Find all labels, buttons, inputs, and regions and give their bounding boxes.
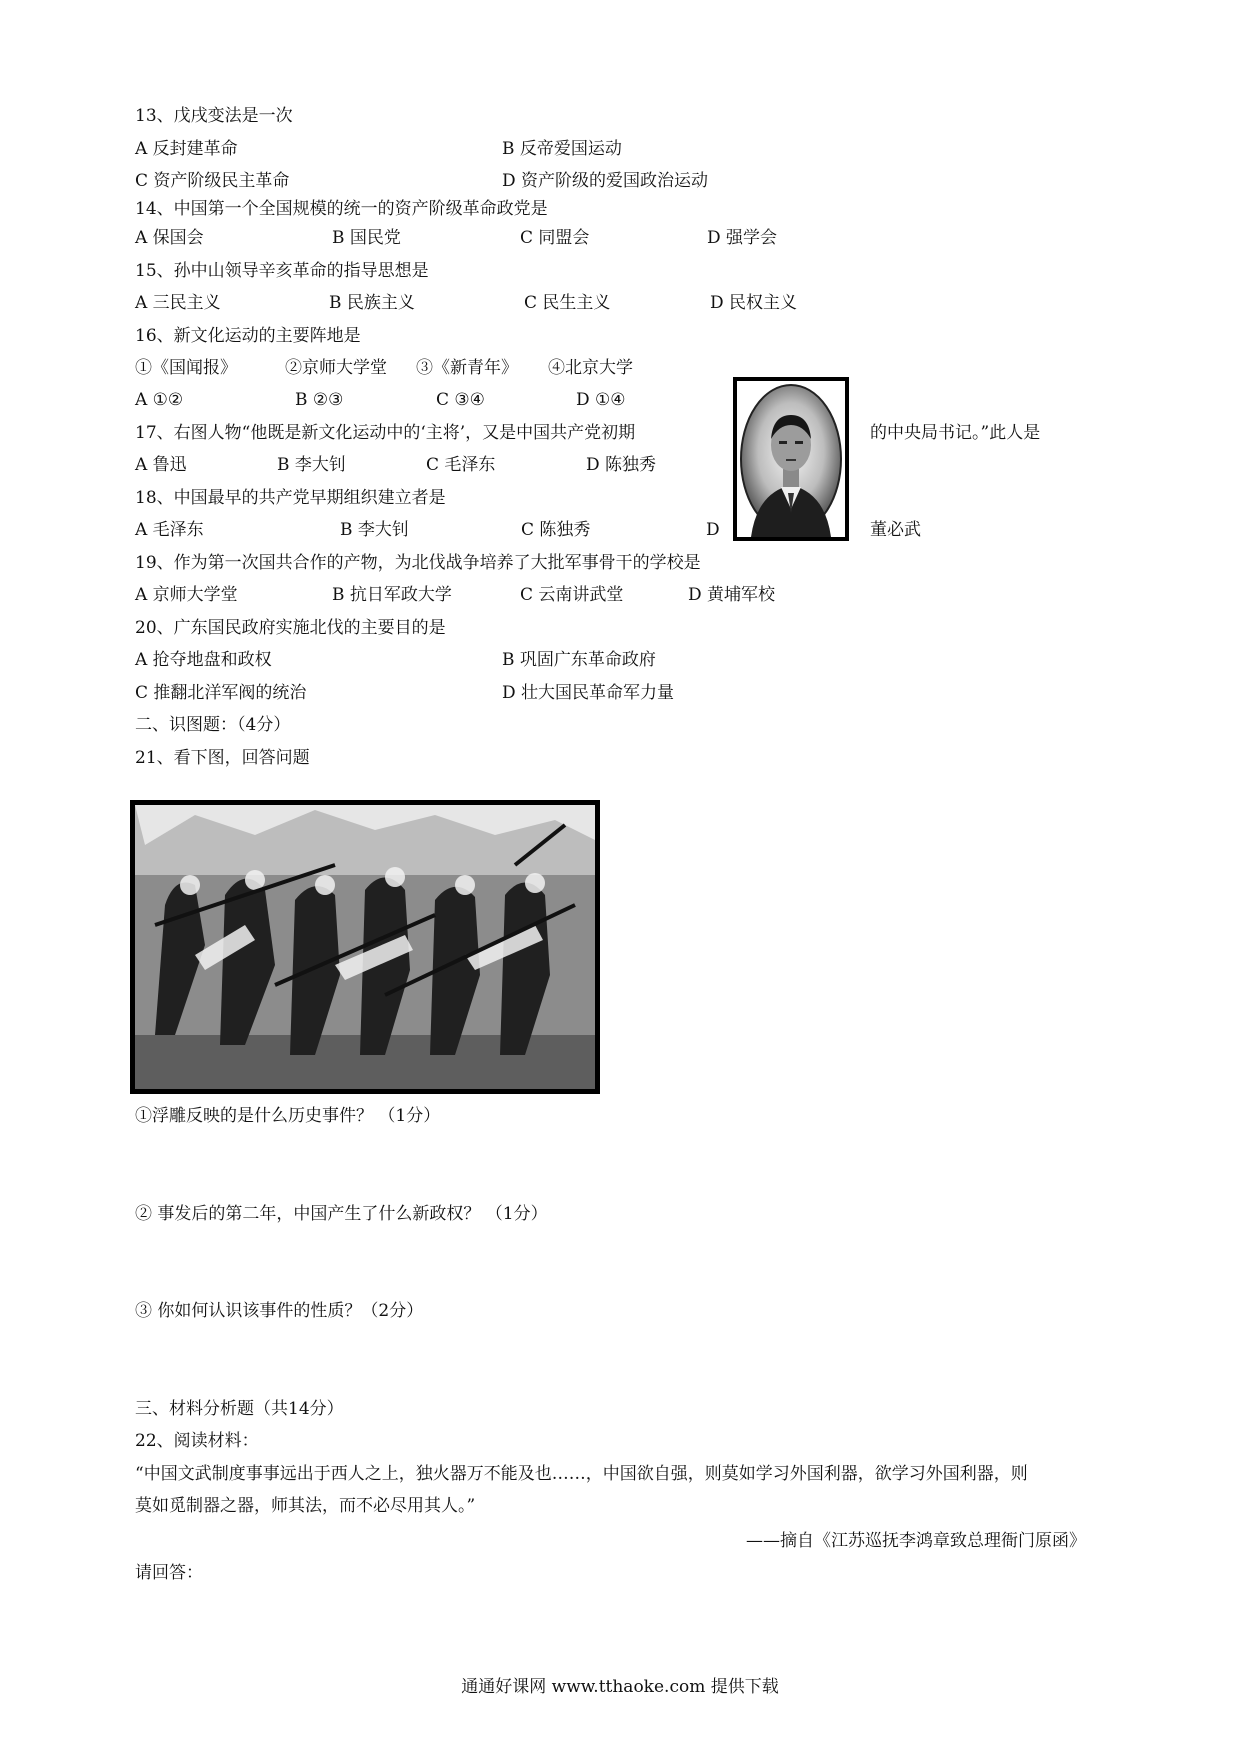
q17-stem-tail: 的中央局书记。”此人是	[870, 423, 1041, 443]
relief-image	[135, 805, 595, 1089]
q14-option-c: C 同盟会	[520, 228, 590, 248]
q18-option-a: A 毛泽东	[135, 520, 204, 540]
q14-option-a: A 保国会	[135, 228, 204, 248]
q19-stem: 19、作为第一次国共合作的产物，为北伐战争培养了大批军事骨干的学校是	[135, 553, 701, 573]
q22-source: ——摘自《江苏巡抚李鸿章致总理衙门原函》	[746, 1531, 1086, 1551]
q16-item-1: ①《国闻报》	[135, 358, 237, 378]
q15-stem: 15、孙中山领导辛亥革命的指导思想是	[135, 261, 429, 281]
q15-option-c: C 民生主义	[524, 293, 611, 313]
q13-option-a: A 反封建革命	[135, 139, 238, 159]
q19-option-b: B 抗日军政大学	[332, 585, 452, 605]
q20-option-a: A 抢夺地盘和政权	[135, 650, 272, 670]
q18-option-b: B 李大钊	[340, 520, 409, 540]
section-2-heading: 二、识图题：（4分）	[135, 715, 291, 735]
q16-option-a: A ①②	[135, 390, 184, 410]
q16-stem: 16、新文化运动的主要阵地是	[135, 326, 361, 346]
q17-option-d: D 陈独秀	[586, 455, 657, 475]
q13-option-c: C 资产阶级民主革命	[135, 171, 290, 191]
portrait-photo	[733, 377, 849, 541]
q13-option-b: B 反帝爱国运动	[502, 139, 622, 159]
q15-option-b: B 民族主义	[329, 293, 415, 313]
q21-sub-question-1: ①浮雕反映的是什么历史事件？ （1分）	[135, 1106, 441, 1126]
q16-option-b: B ②③	[295, 390, 344, 410]
q20-option-c: C 推翻北洋军阀的统治	[135, 683, 307, 703]
q16-option-d: D ①④	[576, 390, 626, 410]
q17-option-c: C 毛泽东	[426, 455, 496, 475]
q17-stem: 17、右图人物“他既是新文化运动中的‘主将’，又是中国共产党初期	[135, 423, 636, 443]
q13-option-d: D 资产阶级的爱国政治运动	[502, 171, 709, 191]
q18-option-d-text: 董必武	[870, 520, 921, 540]
page-footer: 通通好课网 www.tthaoke.com 提供下载	[461, 1677, 779, 1697]
q17-option-a: A 鲁迅	[135, 455, 187, 475]
q13-stem: 13、戊戌变法是一次	[135, 106, 293, 126]
q16-item-2: ②京师大学堂	[285, 358, 387, 378]
q18-option-c: C 陈独秀	[521, 520, 591, 540]
q21-sub-question-3: ③ 你如何认识该事件的性质？（2分）	[135, 1301, 424, 1321]
q22-quote-line-1: “中国文武制度事事远出于西人之上，独火器万不能及也……，中国欲自强，则莫如学习外国利器，欲学习外国利器，则	[135, 1464, 1028, 1484]
q20-stem: 20、广东国民政府实施北伐的主要目的是	[135, 618, 446, 638]
q15-option-a: A 三民主义	[135, 293, 221, 313]
relief-sculpture-photo	[130, 800, 600, 1094]
q21-sub-question-2: ② 事发后的第二年，中国产生了什么新政权？ （1分）	[135, 1204, 548, 1224]
q17-option-b: B 李大钊	[277, 455, 346, 475]
q22-quote-line-2: 莫如觅制器之器，师其法，而不必尽用其人。”	[135, 1496, 476, 1516]
q21-stem: 21、看下图，回答问题	[135, 748, 310, 768]
q14-stem: 14、中国第一个全国规模的统一的资产阶级革命政党是	[135, 199, 548, 219]
q15-option-d: D 民权主义	[710, 293, 798, 313]
q16-option-c: C ③④	[436, 390, 485, 410]
section-3-heading: 三、材料分析题（共14分）	[135, 1399, 344, 1419]
q16-item-4: ④北京大学	[548, 358, 633, 378]
q20-option-b: B 巩固广东革命政府	[502, 650, 656, 670]
q19-option-a: A 京师大学堂	[135, 585, 238, 605]
q19-option-d: D 黄埔军校	[688, 585, 776, 605]
q22-prompt: 请回答：	[135, 1563, 203, 1583]
q16-item-3: ③《新青年》	[416, 358, 518, 378]
q14-option-d: D 强学会	[707, 228, 778, 248]
q18-option-d-label: D	[706, 520, 720, 540]
q20-option-d: D 壮大国民革命军力量	[502, 683, 675, 703]
q18-stem: 18、中国最早的共产党早期组织建立者是	[135, 488, 446, 508]
q14-option-b: B 国民党	[332, 228, 401, 248]
q22-stem: 22、阅读材料：	[135, 1431, 259, 1451]
portrait-image	[737, 381, 845, 537]
q19-option-c: C 云南讲武堂	[520, 585, 624, 605]
